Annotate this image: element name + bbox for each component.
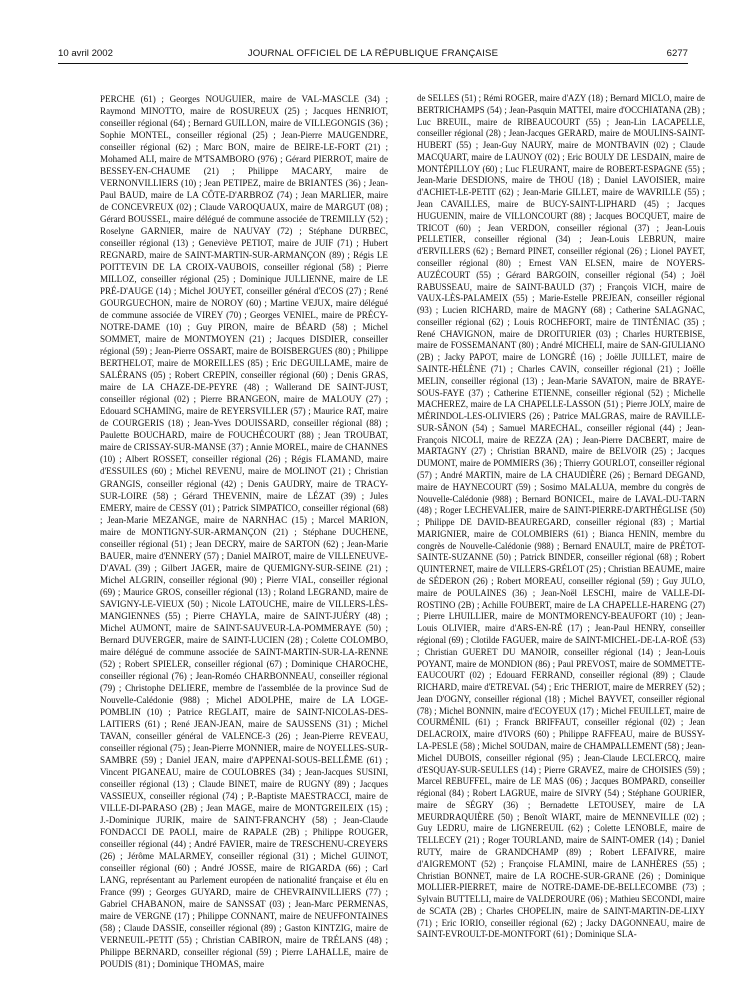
journal-title: JOURNAL OFFICIEL DE LA RÉPUBLIQUE FRANÇAISE <box>247 48 499 59</box>
page-number: 6277 <box>666 48 688 59</box>
right-column <box>417 93 705 941</box>
left-column <box>100 93 388 970</box>
header-rule <box>58 63 688 64</box>
right-column-text: de SELLES (51) ; Rémi ROGER, maire d'AZY (18) ; Bernard MICLO, maire de BERTRICHAMPS (54) ; Jean-Pasquin MATTEI, maire d'OCCHIATANA (2B) ; Luc BREUIL, maire de RIBEAUCOURT (55) ; Jean-Lin LACAPELLE, conseiller régional (28) ; Jean-Jacques GERARD, maire de MOULINS-SAINT-HUBERT (55) ; Jean-Guy NAURY, maire de MONTBAVIN (02) ; Claude MACQUART, maire de LAUNOY (02) ; Eric BOULY DE LESDAIN, maire de MONTÉPILLOY (60) ; Luc FLEURANT, maire de ROBERT-ESPAGNE (55) ; Jean-Marie DESDIONS, maire de THOU (18) ; Daniel LAVOISIER, maire d'ACHIET-LE-PETIT (62) ; Jean-Marie GILLET, maire de WAVRILLE (55) ; Jean CAVAILLES, maire de BUCY-SAINT-LIPHARD (45) ; Jacques HUGUENIN, maire de VILLONCOURT (88) ; Jacques BOCQUET, maire de TRICOT (60) ; Jean VERDON, conseiller régional (37) ; Jean-Louis PELLETIER, conseiller régional (34) ; Jean-Louis LEBRUN, maire d'ERVILLERS (62) ; Bernard PINET, conseiller régional (26) ; Lionel PAYET, conseiller régional (80) ; Ernest VAN ELSEN, maire de NOYERS-AUZÉCOURT (55) ; Gérard BARGOIN, conseiller régional (54) ; Joël RABUSSEAU, maire de SAINT-BAULD (37) ; François VICH, maire de VAUX-LÈS-PALAMEIX (55) ; Marie-Estelle PREJEAN, conseiller régional (93) ; Lucien RICHARD, maire de MAGNY (68) ; Catherine SALAGNAC, conseiller régional (62) ; Louis ROCHEFORT, maire de TINTÉNIAC (35) ; René CHAVIGNON, maire de DROITURIER (03) ; Charles HURTEBISE, maire de FOSSEMANANT (80) ; André MICHELI, maire de SAN-GIULIANO (2B) ; Jacky PAPOT, maire de LONGRÉ (16) ; Joëlle JUILLET, maire de SAINTE-HÉLÈNE (71) ; Charles CAVIN, conseiller régional (21) ; Joëlle MELIN, conseiller régional (13) ; Jean-Marie SAVATON, maire de BRAYE-SOUS-FAYE (37) ; Catherine ETIENNE, conseiller régional (52) ; Michelle MACHEREZ, maire de LA CHAPELLE-LASSON (51) ; Pierre JOLY, maire de MÉRINDOL-LES-OLIVIERS (26) ; Patrice MALGRAS, maire de RAVILLE-SUR-SÂNON (54) ; Samuel MARECHAL, conseiller régional (44) ; Jean-François NICOLI, maire de REZZA (2A) ; Jean-Pierre DACBERT, maire de MARTAGNY (27) ; Christian BRAND, maire de BELVOIR (25) ; Jacques DUMONT, maire de POMMIERS (36) ; Thierry GOURLOT, conseiller régional (57) ; André MARTIN, maire de LA CHAUDIÈRE (26) ; Bernard DEGAND, maire de HAYNECOURT (59) ; Sosimo MALALUA, membre du congrès de Nouvelle-Calédonie (988) ; Bernard BONICEL, maire de LAVAL-DU-TARN (48) ; Roger LECHEVALIER, maire de SAINT-PIERRE-D'ARTHÉGLISE (50) ; Philippe DE DAVID-BEAUREGARD, conseiller régional (83) ; Martial MARIGNIER, maire de COLOMBIERS (61) ; Bianca HENIN, membre du congrès de Nouvelle-Calédonie (988) ; Bernard ENAULT, maire de PRÉTOT-SAINTE-SUZANNE (50) ; Patrick BINDER, conseiller régional (68) ; Robert QUINTERNET, maire de VILLERS-GRÉLOT (25) ; Christian BEAUME, maire de SÉDERON (26) ; Robert MOREAU, conseiller régional (59) ; Guy JULO, maire de POULAINES (36) ; Jean-Noël LESCHI, maire de VALLE-DI-ROSTINO (2B) ; Achille FOUBERT, maire de LA CHAPELLE-HARENG (27) ; Pierre LHUILLIER, maire de MONTMORENCY-BEAUFORT (10) ; Jean-Louis OLIVIER, maire d'ARS-EN-RÉ (17) ; Jean-Paul HENRY, conseiller régional (69) ; Clotilde FAGUER, maire de SAINT-MICHEL-DE-LA-ROË (53) ; Christian GUERET DU MANOIR, conseiller régional (14) ; Jean-Louis POYANT, maire de MONDION (86) ; Paul PREVOST, maire de SOMMETTE-EAUCOURT (02) ; Edouard FERRAND, conseiller régional (89) ; Claude RICHARD, maire d'ETREVAL (54) ; Eric THERIOT, maire de MERREY (52) ; Jean D'OGNY, conseiller régional (18) ; Michel BAYVET, conseiller régional (78) ; Michel BONNIN, maire d'ECOYEUX (17) ; Michel FEUILLET, maire de COURMÉNIL (61) ; Franck BRIFFAUT, conseiller régional (02) ; Jean DELACROIX, maire d'IVORS (60) ; Philippe RAFFEAU, maire de BUSSY-LA-PESLE (58) ; Michel SOUDAN, maire de CHAMPALLEMENT (58) ; Jean-Michel DUBOIS, conseiller régional (95) ; Jean-Claude LECLERCQ, maire d'ESQUAY-SUR-SEULLES (14) ; Pierre GRAVEZ, maire de CHOISIES (59) ; Marcel REBUFFEL, maire de LE MAS (06) ; Jacques BOMPARD, conseiller régional (84) ; Robert LAGRUE, maire de SIVRY (54) ; Stéphane GOURIER, maire de SÉGRY (36) ; Bernadette LETOUSEY, maire de LA MEURDRAQUIÈRE (50) ; Benoît WIART, maire de MENNEVILLE (02) ; Guy LEDRU, maire de LIGNEREUIL (62) ; Colette LENOBLE, maire de TELLECEY (21) ; Roger TOURLAND, maire de SAINT-OMER (14) ; Daniel RUTY, maire de GRANDCHAMP (89) ; Robert LEFAIVRE, maire d'AIGREMONT (52) ; Françoise FLAMINI, maire de LANHÈRES (55) ; Christian BONNET, maire de LA ROCHE-SUR-GRANE (26) ; Dominique MOLLIER-PIERRET, maire de NOTRE-DAME-DE-BELLECOMBE (73) ; Sylvain BUTTELLI, maire de VALDEROURE (06) ; Mathieu SECONDI, maire de SCATA (2B) ; Charles CHOPELIN, maire de SAINT-MARTIN-DE-LIXY (71) ; Eric IORIO, conseiller régional (62) ; Jacky DAGONNEAU, maire de SAINT-EVROULT-DE-MONTFORT (61) ; Dominique SLA- <box>417 93 705 940</box>
page-header <box>58 47 688 61</box>
left-column-text: PERCHE (61) ; Georges NOUGUIER, maire de VAL-MASCLE (34) ; Raymond MINOTTO, maire de ROSUREUX (25) ; Jacques HENRIOT, conseiller régional (64) ; Bernard GUILLON, maire de VILLEGONGIS (36) ; Sophie MONTEL, conseiller régional (25) ; Jean-Pierre MAUGENDRE, conseiller régional (62) ; Marc BON, maire de BEIRE-LE-FORT (21) ; Mohamed ALI, maire de M'TSAMBORO (976) ; Gérard PIERROT, maire de BESSEY-EN-CHAUME (21) ; Philippe MACARY, maire de VERNONVILLIERS (10) ; Jean PETIPEZ, maire de BRIANTES (36) ; Jean-Paul BAUD, maire de LA CÔTE-D'ARBROZ (74) ; Jean MARLIER, maire de CONCEVREUX (02) ; Claude VAROQUAUX, maire de MARGUT (08) ; Gérard BOUSSEL, maire délégué de commune associée de TREMILLY (52) ; Roselyne GARNIER, maire de NAUVAY (72) ; Stéphane DURBEC, conseiller régional (13) ; Geneviève PETIOT, maire de JUIF (71) ; Hubert REGNARD, maire de SAINT-MARTIN-SUR-ARMANÇON (89) ; Régis LE POITTEVIN DE LA CROIX-VAUBOIS, conseiller régional (58) ; Pierre MILLOZ, conseiller régional (25) ; Dominique JULLIENNE, maire de LE PRÉ-D'AUGE (14) ; Michel JOUYET, conseiller général d'ECOS (27) ; René GOURGUECHON, maire de NOROY (60) ; Martine VEJUX, maire délégué de commune associée de VIREY (70) ; Georges VENIEL, maire de PRÉCY-NOTRE-DAME (10) ; Guy PIRON, maire de BÉARD (58) ; Michel SOMMET, maire de MONTMOYEN (21) ; Jacques DISDIER, conseiller régional (59) ; Jean-Pierre OSSART, maire de BOISBERGUES (80) ; Philippe BERTHELOT, maire de MOREILLES (85) ; Eric DEGUILLAME, maire de SALÉRANS (05) ; Robert CREPIN, conseiller régional (60) ; Denis GRAS, maire de LA CHAZE-DE-PEYRE (48) ; Wallerand DE SAINT-JUST, conseiller régional (02) ; Pierre BRANGEON, maire de MALOUY (27) ; Edouard SCHAMING, maire de REYERSVILLER (57) ; Maurice RAT, maire de COURGERIS (18) ; Jean-Yves DOUISSARD, conseiller régional (88) ; Paulette BOUCHARD, maire de FOUCHÉCOURT (88) ; Jean TROUBAT, maire de CRISSAY-SUR-MANSE (37) ; Annie MOREL, maire de CHANNES (10) ; Albert ROSSET, conseiller régional (26) ; Régis FLAMAND, maire d'ESSUILES (60) ; Michel REVENU, maire de MOLINOT (21) ; Christian GRANGIS, conseiller régional (42) ; Denis GAUDRY, maire de TRACY-SUR-LOIRE (58) ; Gérard THEVENIN, maire de LÉZAT (39) ; Jules EMERY, maire de CESSY (01) ; Patrick SIMPATICO, conseiller régional (68) ; Jean-Marie MEZANGE, maire de NARNHAC (15) ; Marcel MARION, maire de MONTIGNY-SUR-ARMANÇON (21) ; Stéphane DUCHENE, conseiller régional (51) ; Jean DECRY, maire de SARTON (62) ; Jean-Marie BAUER, maire d'ENNERY (57) ; Daniel MAIROT, maire de VILLENEUVE-D'AVAL (39) ; Gilbert JAGER, maire de QUEMIGNY-SUR-SEINE (21) ; Michel ALGRIN, conseiller régional (90) ; Pierre VIAL, conseiller régional (69) ; Maurice GROS, conseiller régional (13) ; Roland LEGRAND, maire de SAVIGNY-LE-VIEUX (50) ; Nicole LATOUCHE, maire de VILLERS-LÈS-MANGIENNES (55) ; Pierre CHAYLA, maire de SAINT-JUÉRY (48) ; Michel AUMONT, maire de SAINT-SAUVEUR-LA-POMMERAYE (50) ; Bernard DUVERGER, maire de SAINT-LUCIEN (28) ; Colette COLOMBO, maire délégué de commune associée de SAINT-MARTIN-SUR-LA-RENNE (52) ; Robert SPIELER, conseiller régional (67) ; Dominique CHAROCHE, conseiller régional (76) ; Jean-Roméo CHARBONNEAU, conseiller régional (79) ; Christophe DELIERE, membre de l'assemblée de la province Sud de Nouvelle-Calédonie (988) ; Michel ADOLPHE, maire de LA LOGE-POMBLIN (10) ; Patrice REGLAIT, maire de SAINT-NICOLAS-DES-LAITIERS (61) ; René JEAN-JEAN, maire de SAUSSENS (31) ; Michel TAVAN, conseiller général de VALENCE-3 (26) ; Jean-Pierre REVEAU, conseiller régional (75) ; Jean-Pierre MONNIER, maire de NOYELLES-SUR-SAMBRE (59) ; Daniel JEAN, maire d'APPENAI-SOUS-BELLÊME (61) ; Vincent PIGANEAU, maire de COULOBRES (34) ; Jean-Jacques SUSINI, conseiller régional (13) ; Claude BINET, maire de RUGNY (89) ; Jacques VASSIEUX, conseiller régional (74) ; P.-Baptiste MAESTRACCI, maire de VILLE-DI-PARASO (2B) ; Jean MAGE, maire de MONTGREILEIX (15) ; J.-Dominique JURIK, maire de SAINT-FRANCHY (58) ; Jean-Claude FONDACCI DE PAOLI, maire de RAPALE (2B) ; Philippe ROUGER, conseiller régional (44) ; André FAVIER, maire de TRESCHENU-CREYERS (26) ; Jérôme MALARMEY, conseiller régional (31) ; Michel GUINOT, conseiller régional (60) ; André JOSSE, maire de RIGARDA (66) ; Carl LANG, représentant au Parlement européen de nationalité française et élu en France (99) ; Georges GUYARD, maire de CHEVRAINVILLIERS (77) ; Gabriel CHABANON, maire de SANSSAT (03) ; Jean-Marc PERMENAS, maire de VERGNE (17) ; Philippe CONNANT, maire de NEUFFONTAINES (58) ; Claude DASSIE, conseiller régional (89) ; Gaston KINTZIG, maire de VERNEUIL-PETIT (55) ; Christian CABIRON, maire de TRÉLANS (48) ; Philippe BERNARD, conseiller régional (59) ; Pierre LAHALLE, maire de POUDIS (81) ; Dominique THOMAS, maire <box>100 94 388 970</box>
body-columns <box>100 93 706 973</box>
issue-date: 10 avril 2002 <box>58 48 113 59</box>
